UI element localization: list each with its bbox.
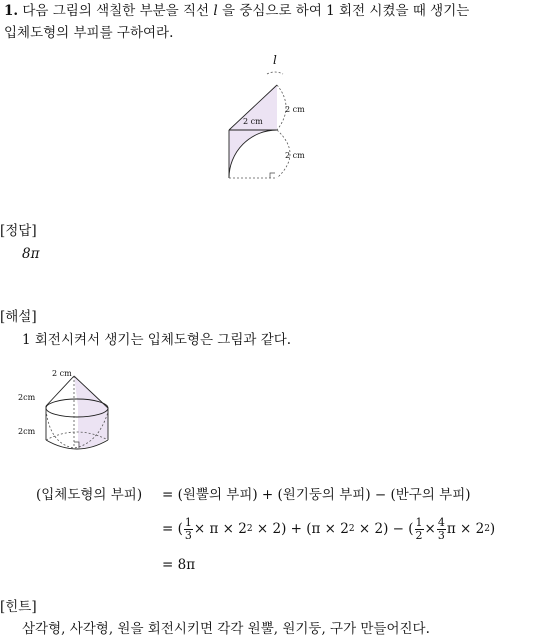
equation-lhs: (입체도형의 부피) (36, 487, 143, 503)
figure2-label-left-upper: 2cm (18, 393, 36, 402)
figure2-label-top: 2 cm (52, 369, 72, 378)
eq2-exp-1: 2 (246, 524, 253, 534)
eq2-frac-1-den: 3 (184, 528, 192, 542)
explanation-intro: 1 회전시켜서 생기는 입체도형은 그림과 같다. (22, 332, 292, 348)
eq2-end: ) (489, 521, 496, 537)
problem-line-2: 입체도형의 부피를 구하여라. (4, 25, 174, 41)
problem-line-1 (4, 2, 469, 20)
equation-line-1: = (원뿔의 부피) + (원기둥의 부피) − (반구의 부피) (162, 487, 471, 503)
eq2-mid-3: × 2) − ( (358, 521, 414, 537)
figure1-label-top-right: 2 cm (285, 105, 305, 114)
figure1-axis-label: l (273, 53, 277, 67)
problem-text-b: 을 중심으로 하여 1 회전 시켰을 때 생기는 (222, 3, 470, 19)
figure-shaded-region (215, 52, 315, 186)
hint-text: 삼각형, 사각형, 원을 회전시키면 각각 원뿔, 원기둥, 구가 만들어진다. (22, 621, 430, 637)
problem-number: 1. (4, 3, 19, 19)
eq2-frac-2-den: 2 (415, 528, 423, 542)
eq2-mid-1: × π × 2 (193, 521, 247, 537)
eq2-prefix: = ( (162, 521, 183, 537)
equation-line-3: = 8π (162, 557, 196, 573)
axis-variable: l (213, 3, 218, 19)
figure1-label-bottom-right: 2 cm (285, 151, 305, 160)
eq2-mid-4: × (424, 521, 436, 537)
hint-header: [힌트] (0, 599, 37, 615)
eq2-exp-2: 2 (348, 524, 355, 534)
figure-solid-of-revolution (16, 368, 116, 464)
figure1-label-middle: 2 cm (243, 117, 263, 126)
eq2-frac-3-num: 4 (437, 515, 445, 529)
eq2-frac-3 (437, 517, 446, 542)
eq2-frac-2 (415, 517, 424, 542)
eq2-mid-2: × 2) + (π × 2 (256, 521, 349, 537)
explanation-header: [해설] (0, 309, 37, 325)
answer-value: 8π (22, 246, 40, 262)
problem-text-a: 다음 그림의 색칠한 부분을 직선 (22, 3, 210, 19)
eq2-frac-2-num: 1 (415, 515, 423, 529)
eq2-exp-3: 2 (484, 524, 490, 534)
figure2-label-left-lower: 2cm (18, 427, 36, 436)
eq2-frac-1 (184, 517, 193, 542)
eq2-frac-1-num: 1 (184, 515, 192, 529)
answer-header: [정답] (0, 223, 37, 239)
eq2-mid-5: π × 2 (446, 521, 485, 537)
eq2-frac-3-den: 3 (437, 528, 445, 542)
equation-line-2 (162, 512, 495, 546)
